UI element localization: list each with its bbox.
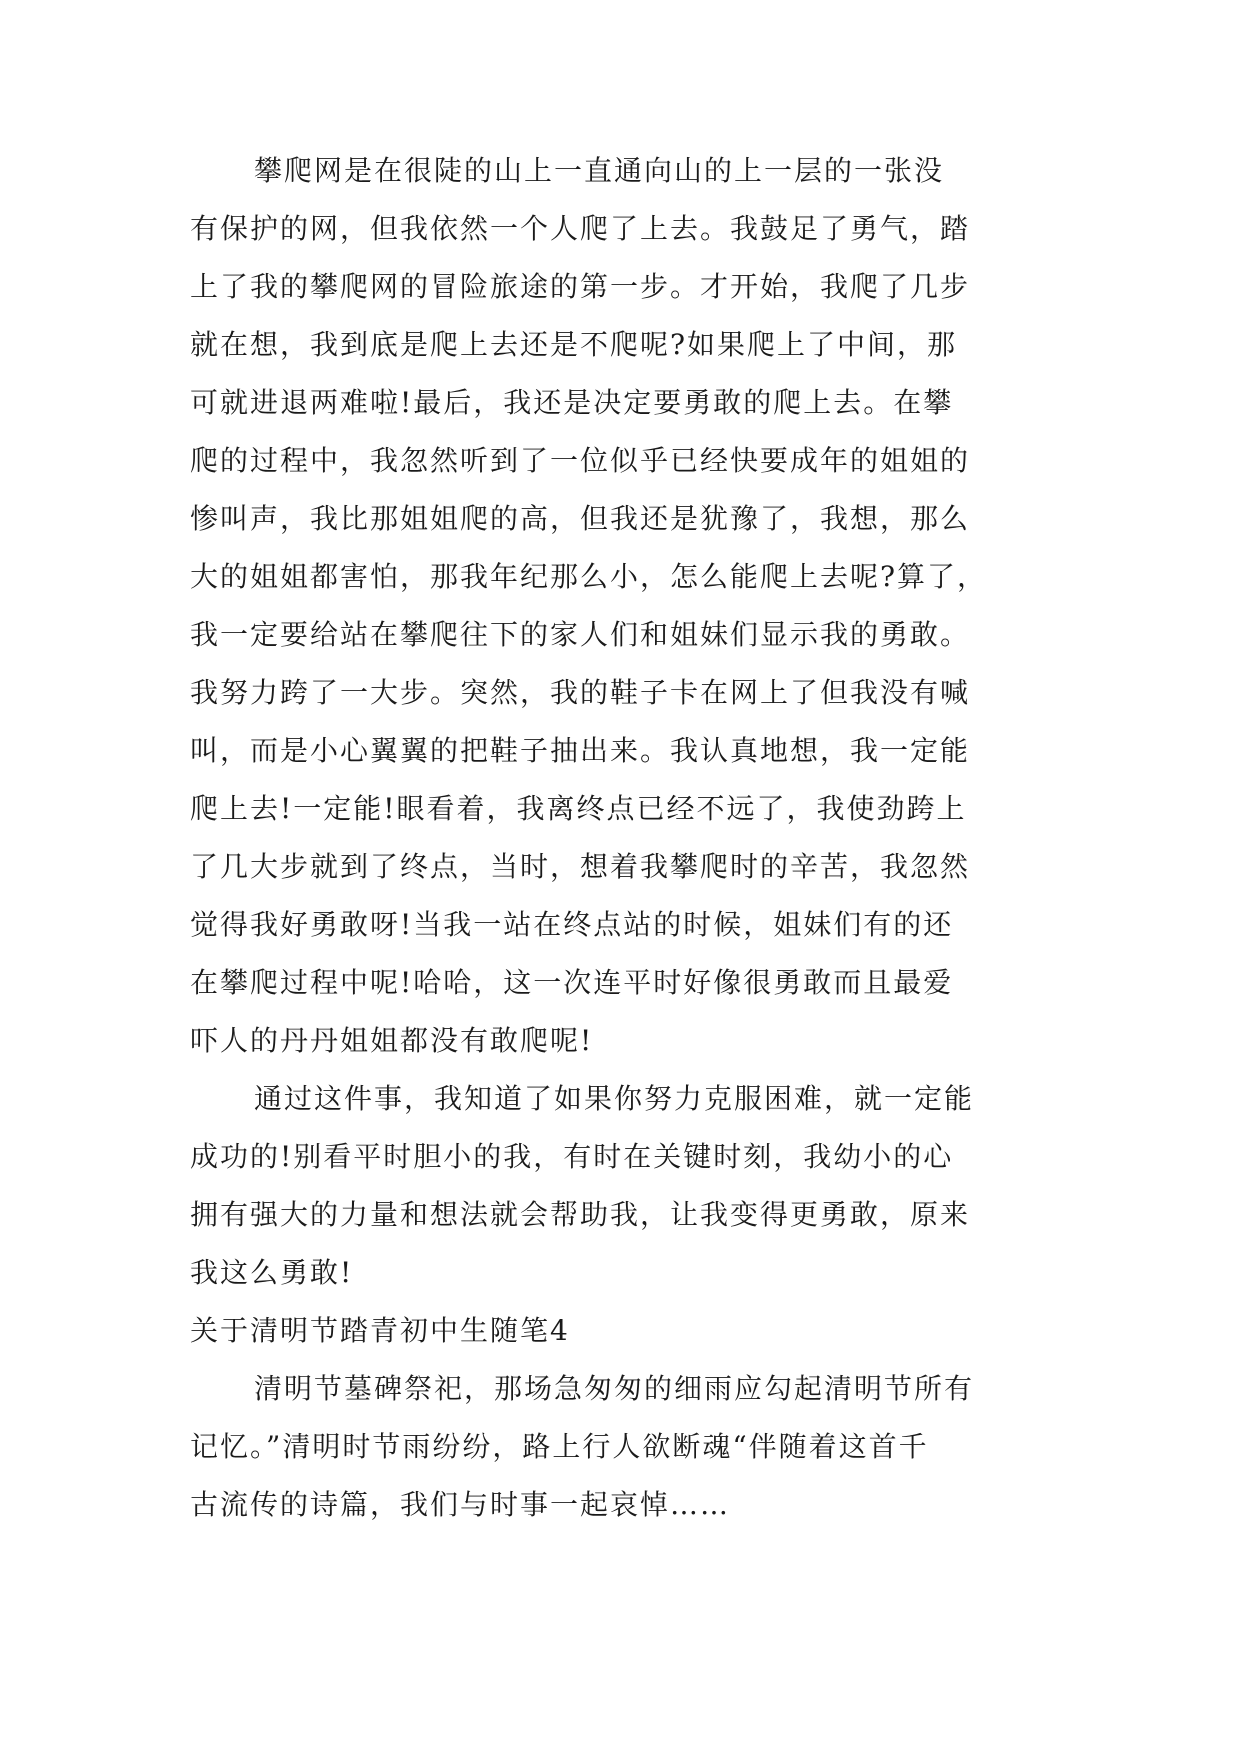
text-line: 我这么勇敢! — [190, 1256, 354, 1289]
text-line: 在攀爬过程中呢!哈哈，这一次连平时好像很勇敢而且最爱 — [190, 966, 954, 999]
text-line: 惨叫声，我比那姐姐爬的高，但我还是犹豫了，我想，那么 — [190, 502, 971, 535]
text-line: 记忆。”清明时节雨纷纷，路上行人欲断魂“伴随着这首千 — [190, 1430, 929, 1463]
section-title-block — [190, 1302, 1070, 1360]
text-line: 上了我的攀爬网的冒险旅途的第一步。才开始，我爬了几步 — [190, 270, 971, 303]
text-line: 爬的过程中，我忽然听到了一位似乎已经快要成年的姐姐的 — [190, 444, 971, 477]
paragraph-climbing-net — [190, 142, 1070, 1070]
text-line: 叫，而是小心翼翼的把鞋子抽出来。我认真地想，我一定能 — [190, 734, 971, 767]
text-line: 清明节墓碑祭祀，那场急匆匆的细雨应勾起清明节所有 — [254, 1372, 975, 1405]
text-line: 爬上去!一定能!眼看着，我离终点已经不远了，我使劲跨上 — [190, 792, 967, 825]
text-line: 就在想，我到底是爬上去还是不爬呢?如果爬上了中间，那 — [190, 328, 958, 361]
text-line: 可就进退两难啦!最后，我还是决定要勇敢的爬上去。在攀 — [190, 386, 954, 419]
text-line: 有保护的网，但我依然一个人爬了上去。我鼓足了勇气，踏 — [190, 212, 971, 245]
text-line: 我一定要给站在攀爬往下的家人们和姐妹们显示我的勇敢。 — [190, 618, 971, 651]
text-line: 成功的!别看平时胆小的我，有时在关键时刻，我幼小的心 — [190, 1140, 954, 1173]
paragraph-qingming — [190, 1360, 1070, 1534]
paragraph-conclusion — [190, 1070, 1070, 1302]
text-line: 拥有强大的力量和想法就会帮助我，让我变得更勇敢，原来 — [190, 1198, 971, 1231]
text-line: 我努力跨了一大步。突然，我的鞋子卡在网上了但我没有喊 — [190, 676, 971, 709]
text-line: 觉得我好勇敢呀!当我一站在终点站的时候，姐妹们有的还 — [190, 908, 954, 941]
text-line: 攀爬网是在很陡的山上一直通向山的上一层的一张没 — [254, 154, 945, 187]
text-line: 通过这件事，我知道了如果你努力克服困难，就一定能 — [254, 1082, 975, 1115]
text-line: 吓人的丹丹姐姐都没有敢爬呢! — [190, 1024, 594, 1057]
text-line: 古流传的诗篇，我们与时事一起哀悼…… — [190, 1488, 731, 1521]
text-line: 了几大步就到了终点，当时，想着我攀爬时的辛苦，我忽然 — [190, 850, 971, 883]
text-line: 大的姐姐都害怕，那我年纪那么小，怎么能爬上去呢?算了， — [190, 560, 988, 593]
section-title: 关于清明节踏青初中生随笔4 — [190, 1314, 570, 1347]
